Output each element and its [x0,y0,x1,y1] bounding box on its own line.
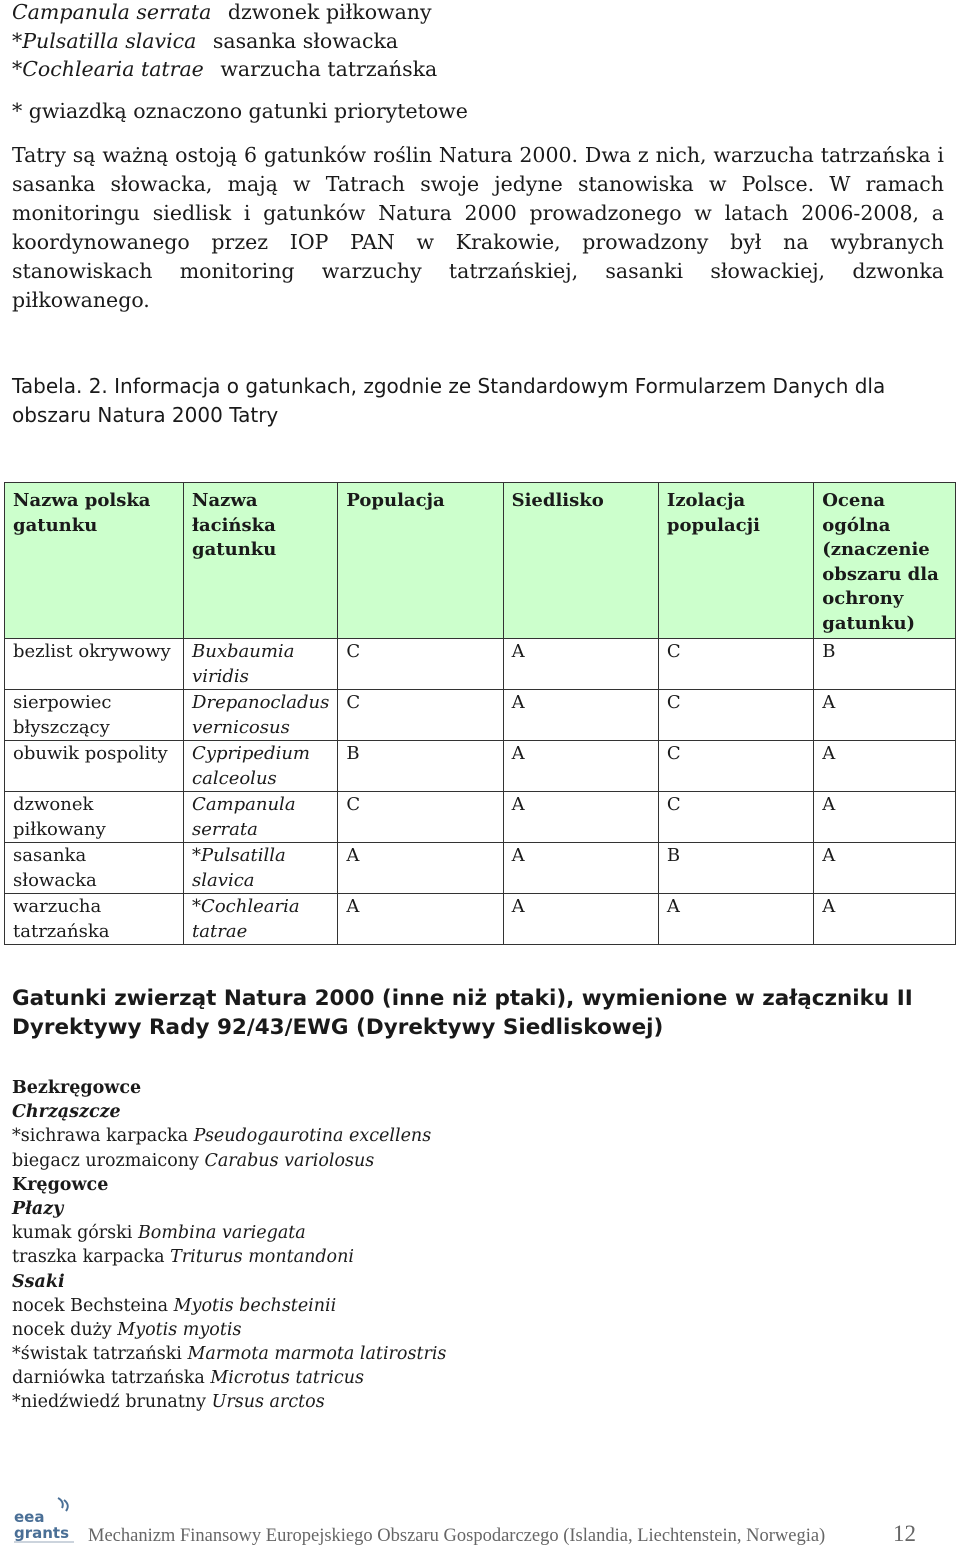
latin-name: *Pulsatilla slavica [12,29,197,53]
cell-habitat: A [503,690,658,741]
polish-name: kumak górski [12,1223,133,1244]
priority-note: * gwiazdką oznaczono gatunki priorytetowe [12,99,468,123]
group-heading: Bezkręgowce [12,1078,142,1098]
table-row [5,792,956,843]
cell-habitat: A [503,741,658,792]
cell-rating: A [814,741,956,792]
list-item [12,1342,446,1366]
cell-rating: A [814,792,956,843]
paragraph-line: piłkowanego. [12,288,150,312]
list-item [12,1245,446,1269]
header-habitat: Siedlisko [503,483,658,639]
polish-name: dzwonek piłkowany [227,0,432,24]
paragraph-line: stanowiskach monitoring warzuchy tatrzańskiej, sasanki słowackiej, dzwonka [12,259,944,283]
cell-population: C [338,792,503,843]
header-overall-rating: Ocena ogólna (znaczenie obszaru dla ochrony gatunku) [814,483,956,639]
table-row [5,639,956,690]
list-item [12,1318,446,1342]
list-item [12,1221,446,1245]
latin-name: Campanula serrata [12,0,212,24]
polish-name: warzucha tatrzańska [220,57,438,81]
list-item [12,1366,446,1390]
header-polish-name: Nazwa polska gatunku [5,483,184,639]
latin-name: Myotis myotis [117,1319,242,1340]
header-isolation: Izolacja populacji [658,483,813,639]
cell-polish: obuwik pospolity [5,741,184,792]
cell-latin: Drepanocladus vernicosus [184,690,338,741]
list-item [12,1294,446,1318]
cell-latin: Campanula serrata [184,792,338,843]
polish-name: *sichrawa karpacka [12,1126,189,1147]
cell-population: C [338,690,503,741]
heading-line: Dyrektywy Rady 92/43/EWG (Dyrektywy Siedliskowej) [12,1015,664,1040]
latin-name: *Cochlearia tatrae [12,57,204,81]
polish-name: traszka karpacka [12,1247,165,1268]
latin-name: Marmota marmota latirostris [187,1344,447,1365]
section-heading [12,984,913,1042]
latin-name: Ursus arctos [211,1392,325,1413]
cell-isolation: C [658,639,813,690]
svg-text:eea: eea [14,1508,45,1526]
cell-rating: A [814,690,956,741]
top-species-item [12,27,398,56]
list-item [12,1149,446,1173]
latin-name: Carabus variolosus [204,1150,375,1171]
polish-name: sasanka słowacka [212,29,399,53]
cell-rating: A [814,843,956,894]
cell-isolation: B [658,843,813,894]
caption-line: Tabela. 2. Informacja o gatunkach, zgodnie ze Standardowym Formularzem Danych dla [12,374,886,398]
latin-name: Triturus montandoni [170,1247,354,1268]
cell-population: C [338,639,503,690]
species-table [4,482,956,945]
subgroup-heading: Płazy [12,1198,64,1219]
polish-name: nocek duży [12,1319,112,1340]
cell-habitat: A [503,843,658,894]
top-species-item [12,55,437,84]
table-row [5,741,956,792]
latin-name: Myotis bechsteinii [173,1295,337,1316]
latin-name: Microtus tatricus [210,1368,364,1389]
paragraph-line: koordynowanego przez IOP PAN w Krakowie, prowadzony był na wybranych [12,230,944,254]
caption-line: obszaru Natura 2000 Tatry [12,403,279,427]
cell-polish: sasanka słowacka [5,843,184,894]
polish-name: biegacz urozmaicony [12,1150,199,1171]
footer-text: Mechanizm Finansowy Europejskiego Obszaru Gospodarczego (Islandia, Liechtenstein, Norwegia) [88,1526,826,1546]
eea-grants-logo-icon [12,1496,82,1546]
cell-habitat: A [503,639,658,690]
cell-latin: Buxbaumia viridis [184,639,338,690]
paragraph-line: Tatry są ważną ostoją 6 gatunków roślin Natura 2000. Dwa z nich, warzucha tatrzańska i [12,143,944,167]
cell-latin: *Pulsatilla slavica [184,843,338,894]
list-item [12,1390,446,1414]
cell-isolation: C [658,690,813,741]
cell-isolation: C [658,741,813,792]
table-caption [12,372,885,430]
latin-name: Pseudogaurotina excellens [193,1126,432,1147]
header-latin-name: Nazwa łacińska gatunku [184,483,338,639]
cell-isolation: C [658,792,813,843]
cell-habitat: A [503,792,658,843]
cell-polish: sierpowiec błyszczący [5,690,184,741]
cell-isolation: A [658,894,813,945]
polish-name: darniówka tatrzańska [12,1368,205,1389]
cell-population: A [338,843,503,894]
cell-polish: warzucha tatrzańska [5,894,184,945]
latin-name: Bombina variegata [137,1223,306,1244]
paragraph-line: monitoringu siedlisk i gatunków Natura 2000 prowadzonego w latach 2006-2008, a [12,201,944,225]
cell-polish: dzwonek piłkowany [5,792,184,843]
table-row [5,843,956,894]
table-row [5,690,956,741]
heading-line: Gatunki zwierząt Natura 2000 (inne niż ptaki), wymienione w załączniku II [12,986,913,1011]
cell-habitat: A [503,894,658,945]
header-population: Populacja [338,483,503,639]
cell-population: B [338,741,503,792]
intro-paragraph [12,141,944,315]
cell-latin: *Cochlearia tatrae [184,894,338,945]
cell-latin: Cypripedium calceolus [184,741,338,792]
group-heading: Kręgowce [12,1174,109,1195]
cell-population: A [338,894,503,945]
top-species-item [12,0,432,27]
eea-grants-logo [12,1496,82,1546]
page-number: 12 [893,1521,916,1546]
svg-text:grants: grants [14,1524,70,1542]
cell-polish: bezlist okrywowy [5,639,184,690]
paragraph-line: sasanka słowacka, mają w Tatrach swoje jedyne stanowiska w Polsce. W ramach [12,172,944,196]
polish-name: *niedźwiedź brunatny [12,1392,207,1413]
table-row [5,894,956,945]
animal-species-list [12,1076,446,1415]
polish-name: nocek Bechsteina [12,1295,169,1316]
table-header-row [5,483,956,639]
subgroup-heading: Ssaki [12,1271,65,1292]
cell-rating: B [814,639,956,690]
polish-name: *świstak tatrzański [12,1344,182,1365]
cell-rating: A [814,894,956,945]
list-item [12,1124,446,1148]
subgroup-heading: Chrząszcze [12,1102,121,1123]
